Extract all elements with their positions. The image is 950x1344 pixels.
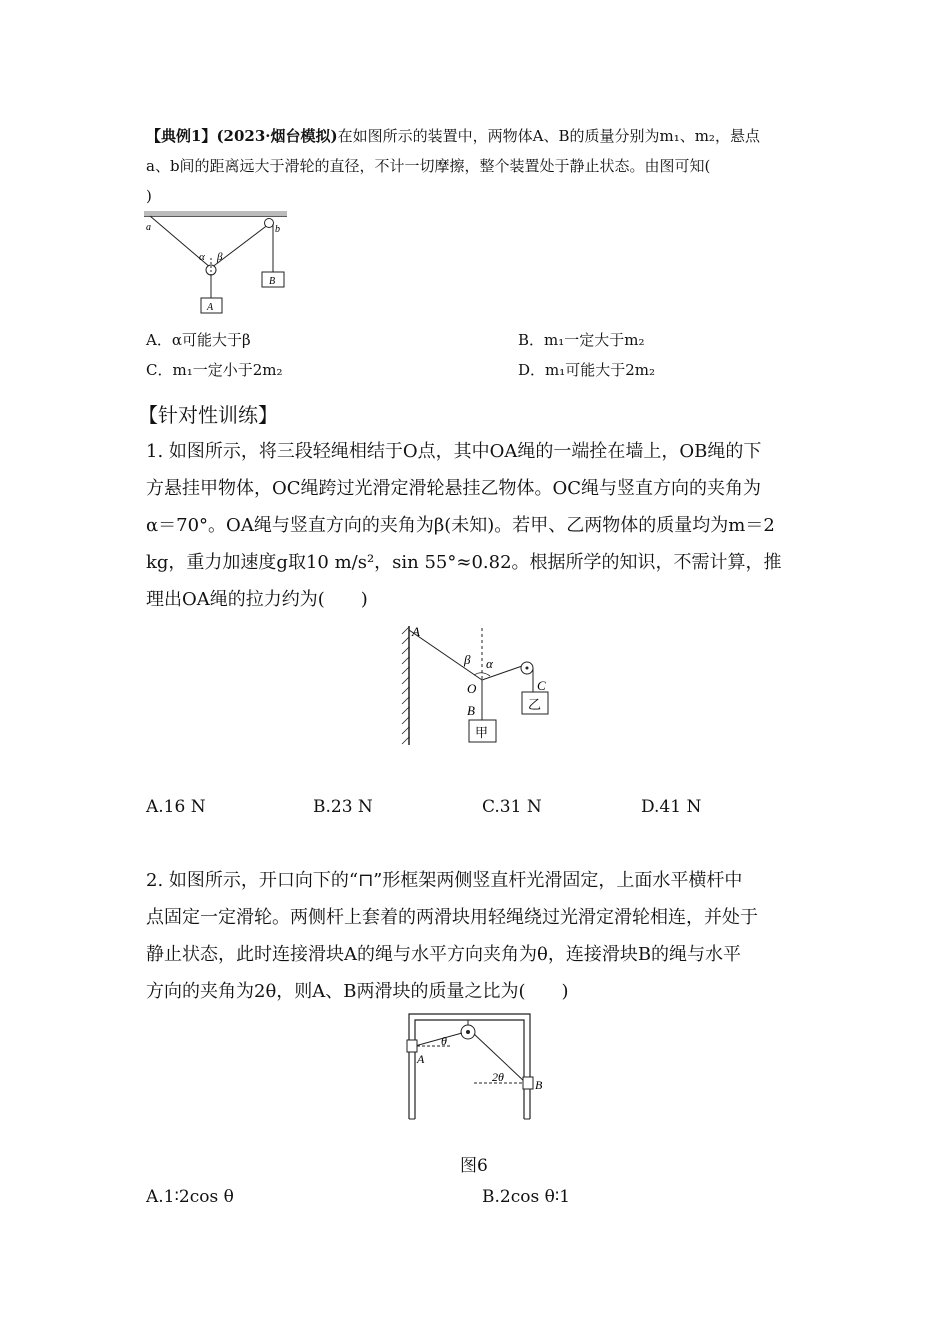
wall-hatch <box>402 627 409 744</box>
pulley-b <box>265 219 274 228</box>
q2-option-b: B.2cos θ∶1 <box>482 1187 571 1207</box>
example1-text <box>146 121 816 211</box>
label-A: A <box>417 1052 425 1066</box>
label-alpha: α <box>199 251 205 263</box>
slider-A <box>407 1040 417 1052</box>
q2-line-1: 2. 如图所示，开口向下的“⊓”形框架两侧竖直杆光滑固定，上面水平横杆中 <box>146 870 743 891</box>
pulley-axle <box>526 667 529 670</box>
label-jia: 甲 <box>475 725 489 740</box>
example1-option-d: D．m₁可能大于2m₂ <box>518 361 656 379</box>
q1-figure <box>398 620 558 750</box>
q2-line-3: 静止状态，此时连接滑块A的绳与水平方向夹角为θ，连接滑块B的绳与水平 <box>146 944 742 965</box>
label-theta: θ <box>441 1034 447 1048</box>
label-a: a <box>146 222 151 233</box>
label-O: O <box>467 681 477 696</box>
slider-B <box>523 1077 533 1089</box>
example1-figure <box>142 210 292 320</box>
q1-line-1: 1. 如图所示，将三段轻绳相结于O点，其中OA绳的一端拴在墙上，OB绳的下 <box>146 441 762 462</box>
q1-line-3: α＝70°。OA绳与竖直方向的夹角为β(未知)。若甲、乙两物体的质量均为m＝2 <box>146 515 775 536</box>
label-C: C <box>537 678 546 693</box>
q1-option-d: D.41 N <box>641 797 702 817</box>
q1-option-a: A.16 N <box>146 797 206 817</box>
label-beta: β <box>217 251 223 263</box>
label-alpha: α <box>486 656 493 671</box>
q2-line-4: 方向的夹角为2θ，则A、B两滑块的质量之比为( ) <box>146 981 569 1002</box>
q1-line-4: kg，重力加速度g取10 m/s²，sin 55°≈0.82。根据所学的知识，不需计算，推 <box>146 552 782 573</box>
example1-option-b: B．m₁一定大于m₂ <box>518 331 645 349</box>
example1-tag: 【典例1】 <box>146 127 217 145</box>
label-B: B <box>269 276 276 287</box>
example1-option-a: A．α可能大于β <box>146 331 251 349</box>
example1-option-c: C．m₁一定小于2m₂ <box>146 361 283 379</box>
example1-source: (2023·烟台模拟) <box>216 127 338 145</box>
section-title: 【针对性训练】 <box>138 403 278 427</box>
rope-A <box>415 1033 462 1046</box>
example1-line3: ) <box>146 187 152 205</box>
label-beta: β <box>464 652 471 667</box>
q1-line-2: 方悬挂甲物体，OC绳跨过光滑定滑轮悬挂乙物体。OC绳与竖直方向的夹角为 <box>146 478 762 499</box>
label-two-theta: 2θ <box>492 1070 504 1084</box>
q2-figure <box>402 1011 552 1123</box>
q1-option-c: C.31 N <box>482 797 542 817</box>
label-B: B <box>535 1078 543 1092</box>
q2-line-2: 点固定一定滑轮。两侧杆上套着的两滑块用轻绳绕过光滑定滑轮相连，并处于 <box>146 907 758 928</box>
q1-option-b: B.23 N <box>313 797 373 817</box>
label-yi: 乙 <box>528 697 542 712</box>
q2-text <box>146 862 816 1010</box>
example1-line1-text: 在如图所示的装置中，两物体A、B的质量分别为m₁、m₂，悬点 <box>337 127 760 145</box>
example1-line1 <box>146 121 816 151</box>
label-A: A <box>412 624 420 639</box>
q1-text <box>146 433 816 618</box>
ceiling-hatch <box>144 211 287 216</box>
label-A: A <box>207 302 214 313</box>
example1-line2: a、b间的距离远大于滑轮的直径，不计一切摩擦，整个装置处于静止状态。由图可知( <box>146 157 711 175</box>
angle-arc <box>474 673 490 676</box>
pulley-axle <box>466 1030 470 1034</box>
q2-figure-caption: 图6 <box>460 1156 488 1176</box>
q2-option-a: A.1∶2cos θ <box>146 1187 234 1207</box>
label-b: b <box>275 224 280 235</box>
q1-line-5: 理出OA绳的拉力约为( ) <box>146 589 368 610</box>
label-B: B <box>467 703 475 718</box>
